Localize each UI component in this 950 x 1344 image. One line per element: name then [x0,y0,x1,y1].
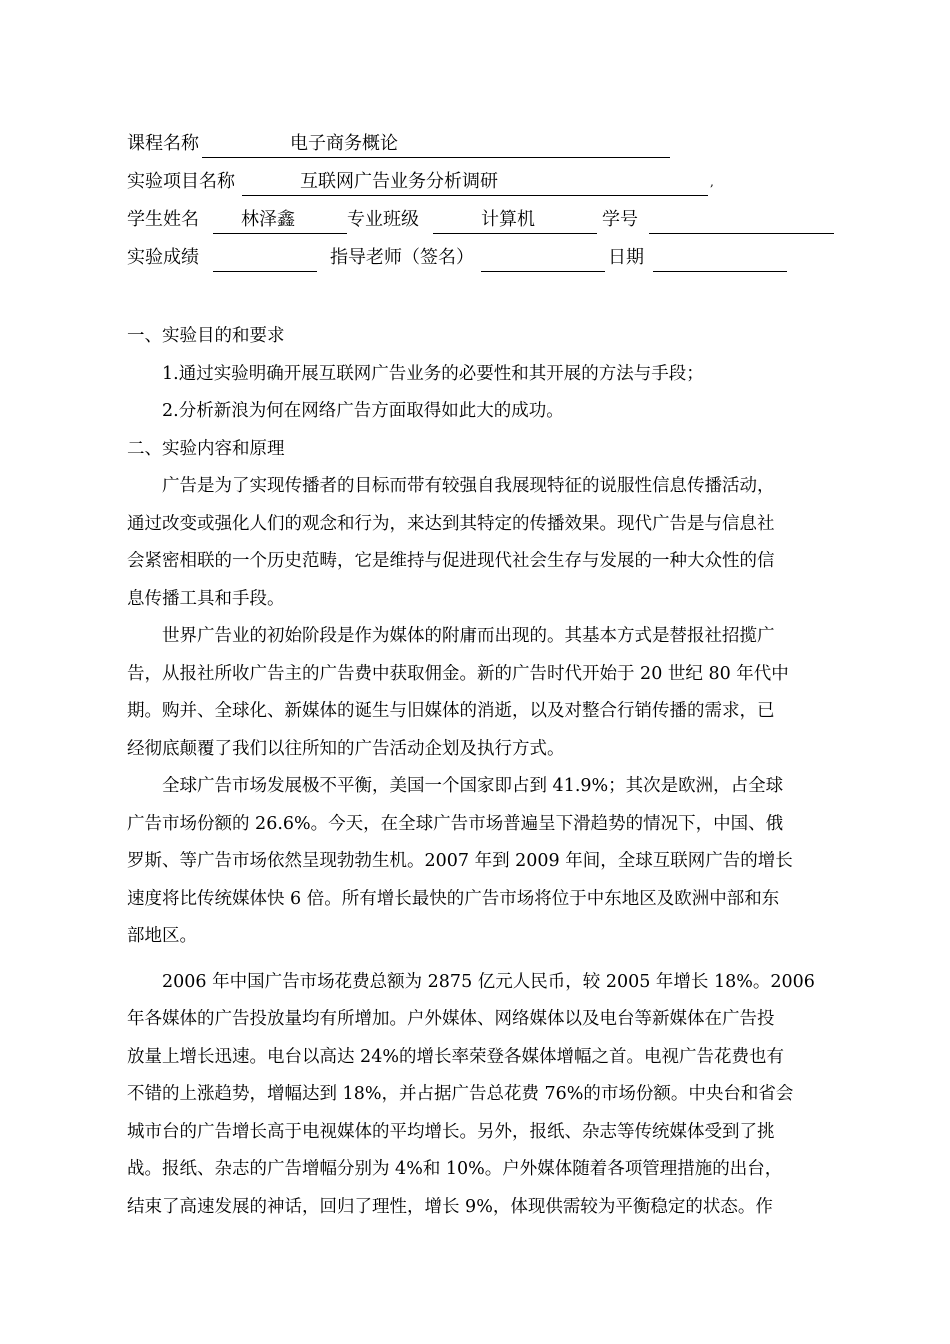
course-label: 课程名称 [127,133,199,154]
report-header [127,130,847,282]
p4-line-4: 不错的上涨趋势，增幅达到 18%，并占据广告总花费 76%的市场份额。中央台和省会 [127,1084,794,1104]
course-value: 电子商务概论 [290,133,398,154]
paragraph-gap [127,956,867,964]
project-trailing-mark: , [710,175,714,189]
date-label: 日期 [608,247,644,268]
date-field [653,244,787,272]
student-row [127,206,847,244]
course-field [202,130,670,158]
p1-line-4: 息传播工具和手段。 [127,588,285,609]
id-field [649,206,834,234]
p2-line-4: 经彻底颠覆了我们以往所知的广告活动企划及执行方式。 [127,738,565,759]
project-label: 实验项目名称 [127,171,235,192]
report-body [127,318,867,1226]
p3-line-3: 罗斯、等广告市场依然呈现勃勃生机。2007 年到 2009 年间，全球互联网广告的增长 [127,851,793,871]
p4-line-1: 2006 年中国广告市场花费总额为 2875 亿元人民币，较 2005 年增长 18%。2006 [162,971,815,992]
p4-line-6: 战。报纸、杂志的广告增幅分别为 4%和 10%。户外媒体随着各项管理措施的出台， [127,1159,783,1179]
p3-line-1: 全球广告市场发展极不平衡，美国一个国家即占到 41.9%；其次是欧洲，占全球 [162,776,784,796]
student-field [213,206,347,234]
p2-line-3: 期。购并、全球化、新媒体的诞生与旧媒体的消逝，以及对整合行销传播的需求，已 [127,701,775,721]
p1-line-3: 会紧密相联的一个历史范畴，它是维持与促进现代社会生存与发展的一种大众性的信 [127,551,775,571]
p3-line-5: 部地区。 [127,926,197,946]
class-label: 专业班级 [347,209,419,230]
class-field [433,206,597,234]
teacher-field [481,244,605,272]
section1-heading: 一、实验目的和要求 [127,326,285,346]
s1-item-2: 2.分析新浪为何在网络广告方面取得如此大的成功。 [162,401,564,421]
p1-line-1: 广告是为了实现传播者的目标而带有较强自我展现特征的说服性信息传播活动， [162,476,775,496]
grade-label: 实验成绩 [127,247,199,268]
p4-line-7: 结束了高速发展的神话，回归了理性，增长 9%，体现供需较为平衡稳定的状态。作 [127,1196,773,1217]
s1-item-1: 1.通过实验明确开展互联网广告业务的必要性和其开展的方法与手段； [162,363,704,384]
project-value: 互联网广告业务分析调研 [300,171,498,192]
p4-line-3: 放量上增长迅速。电台以高达 24%的增长率荣登各媒体增幅之首。电视广告花费也有 [127,1046,784,1067]
p4-line-2: 年各媒体的广告投放量均有所增加。户外媒体、网络媒体以及电台等新媒体在广告投 [127,1009,775,1029]
project-field [242,168,708,196]
p1-line-2: 通过改变或强化人们的观念和行为，来达到其特定的传播效果。现代广告是与信息社 [127,513,775,534]
class-value: 计算机 [481,209,535,230]
student-value: 林泽鑫 [241,209,295,230]
p4-line-5: 城市台的广告增长高于电视媒体的平均增长。另外，报纸、杂志等传统媒体受到了挑 [127,1121,775,1142]
grade-row [127,244,847,282]
student-label: 学生姓名 [127,209,199,230]
p2-line-1: 世界广告业的初始阶段是作为媒体的附庸而出现的。其基本方式是替报社招揽广 [162,626,775,646]
course-row [127,130,847,168]
grade-field [213,244,317,272]
id-label: 学号 [602,209,638,230]
p3-line-4: 速度将比传统媒体快 6 倍。所有增长最快的广告市场将位于中东地区及欧洲中部和东 [127,888,780,909]
p2-line-2: 告，从报社所收广告主的广告费中获取佣金。新的广告时代开始于 20 世纪 80 年代中 [127,663,789,684]
section2-heading: 二、实验内容和原理 [127,438,285,459]
p3-line-2: 广告市场份额的 26.6%。今天，在全球广告市场普遍呈下滑趋势的情况下，中国、俄 [127,813,784,834]
teacher-label: 指导老师（签名） [330,247,474,268]
project-row [127,168,847,206]
